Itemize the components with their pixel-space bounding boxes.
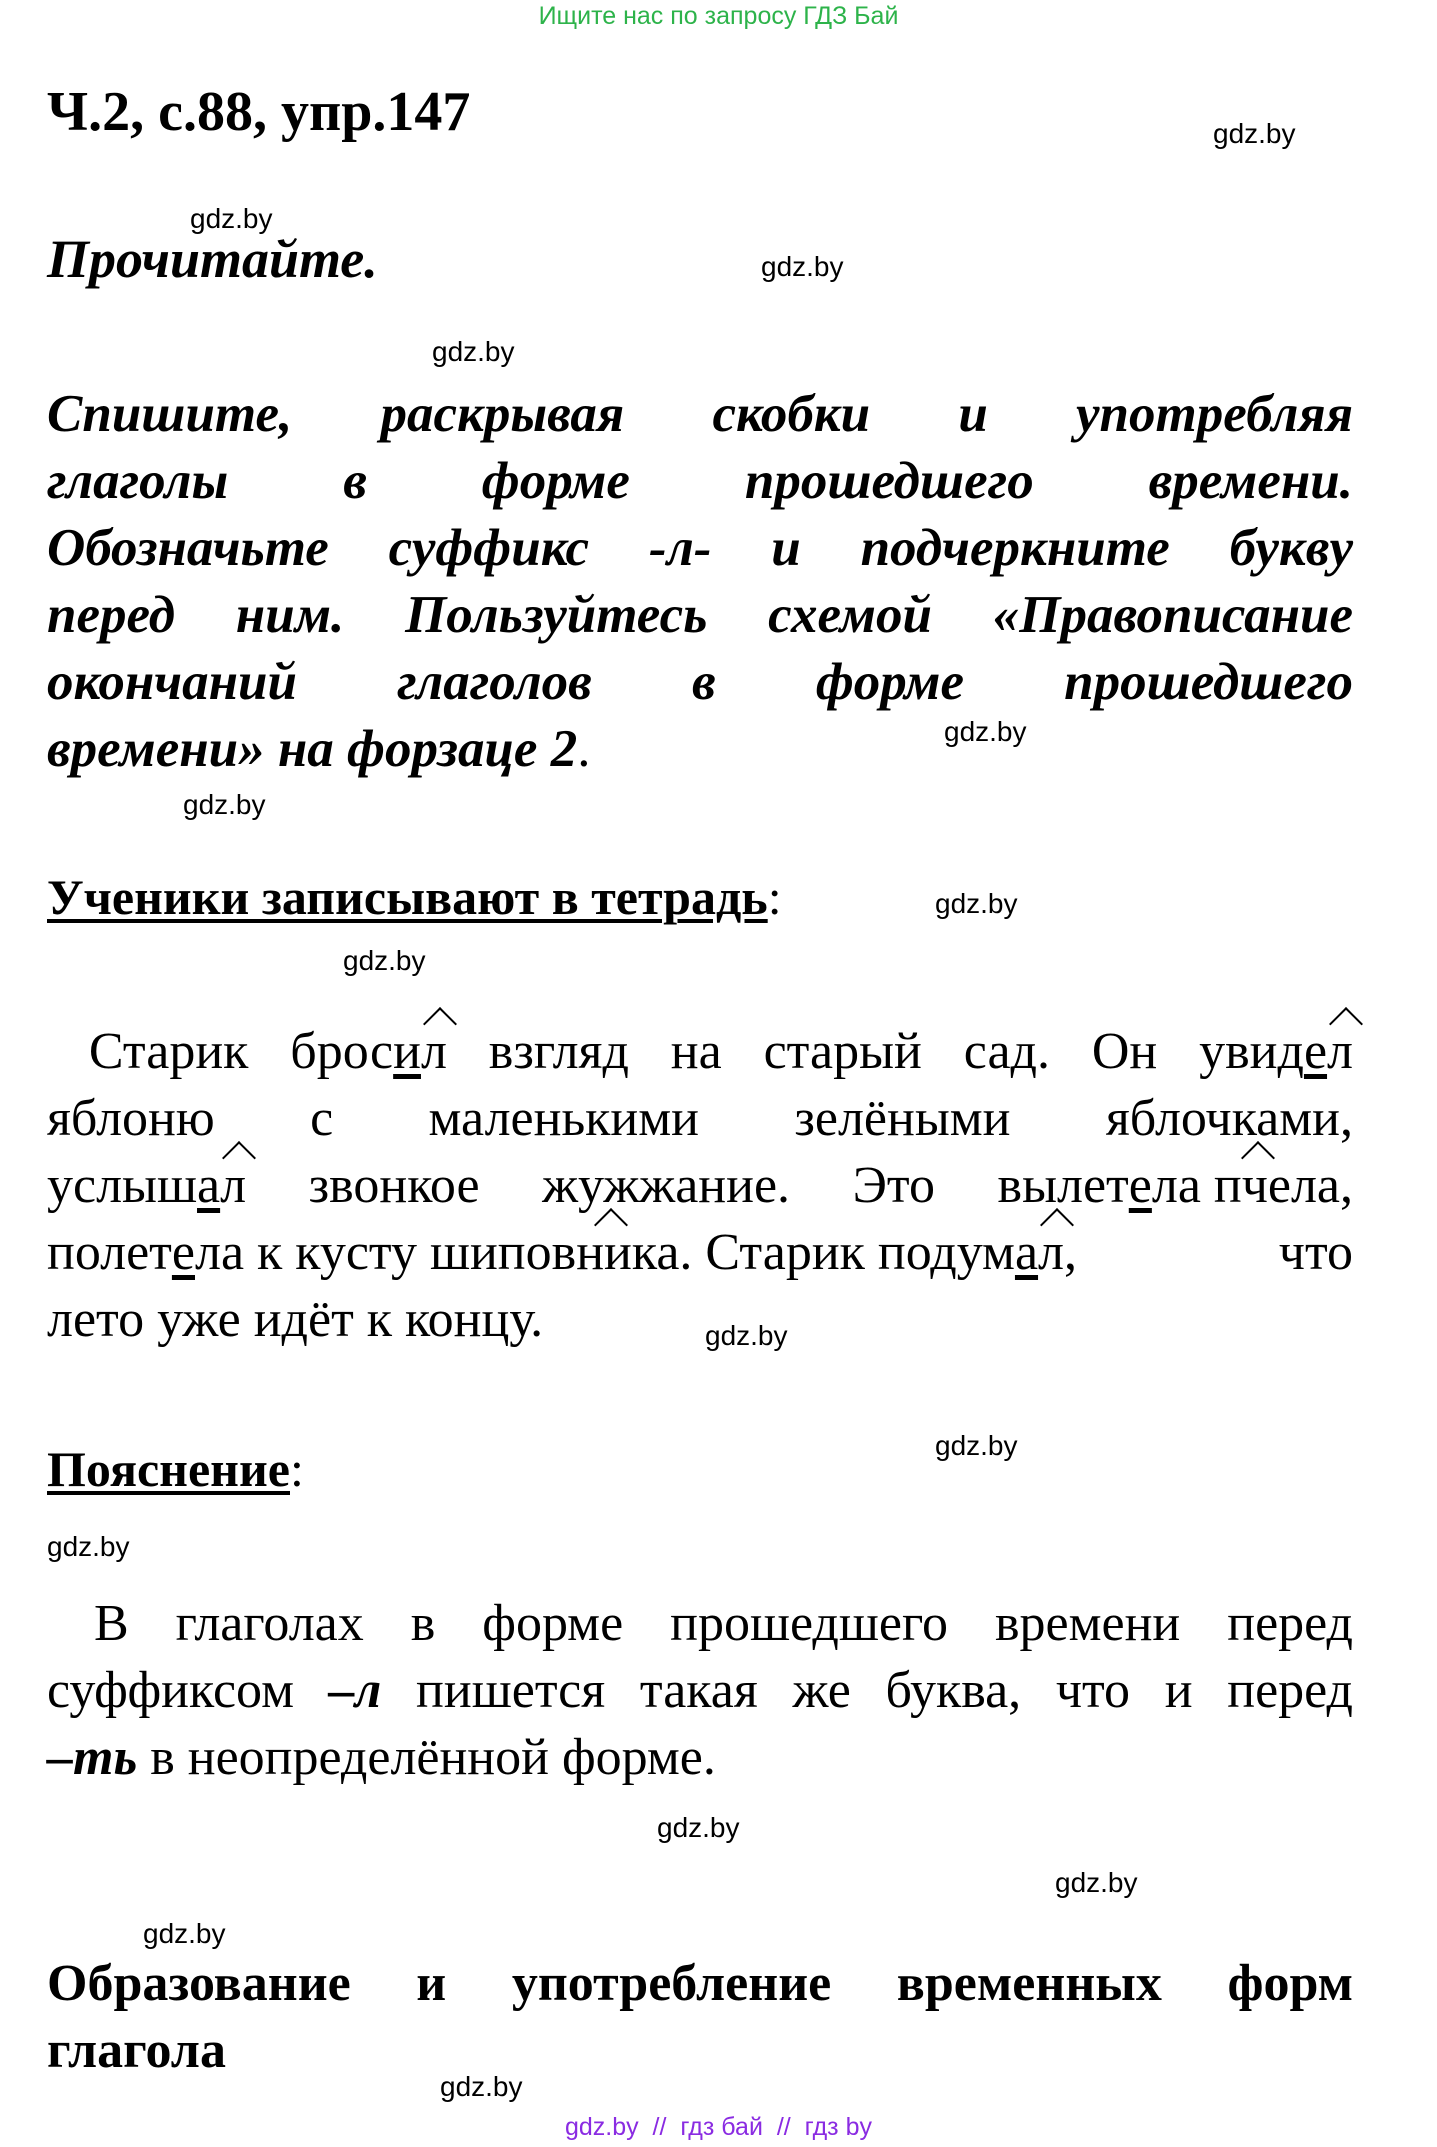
students-write-heading: Ученики записывают в тетрадь: (47, 869, 782, 925)
watermark: gdz.by (944, 716, 1027, 747)
watermark: gdz.by (935, 888, 1018, 919)
story-line: Старик бросил взгляд на старый сад. Он увидел (47, 1018, 1353, 1085)
footer-links[interactable]: gdz.by // гдз бай // гдз by (564, 2113, 872, 2141)
instructions (47, 381, 1353, 783)
explanation-heading: Пояснение: (47, 1441, 304, 1497)
story-line: яблоню с маленькими зелёными яблочками, (47, 1090, 1353, 1147)
instruction-line: глаголы в форме прошедшего времени. (47, 452, 1353, 510)
story-line: лето уже идёт к концу. (47, 1291, 544, 1348)
watermark: gdz.by (1055, 1867, 1138, 1898)
watermark: gdz.by (47, 1531, 130, 1562)
watermark: gdz.by (190, 203, 273, 234)
next-topic-heading: Образование и употребление временных форм глагола (47, 1955, 1353, 2079)
instruction-line: Обозначьте суффикс -л- и подчеркните букву (47, 519, 1353, 577)
watermark: gdz.by (343, 945, 426, 976)
explanation-text (47, 1590, 1353, 1791)
watermark: gdz.by (432, 336, 515, 367)
instruction-line: времени» на форзаце 2. (47, 720, 591, 778)
instruction-line: перед ним. Пользуйтесь схемой «Правописание (47, 586, 1353, 644)
instruction-line: Спишите, раскрывая скобки и употребляя (47, 385, 1353, 443)
watermark: gdz.by (657, 1812, 740, 1843)
explanation-line: В глаголах в форме прошедшего времени перед (93, 1595, 1353, 1652)
story-line: услышал звонкое жужжание. Это вылетела пчела, (47, 1152, 1353, 1219)
watermark: gdz.by (935, 1430, 1018, 1461)
story-text (47, 1018, 1353, 1353)
story-line: полетела к кусту шиповника. Старик подумал, что (47, 1219, 1353, 1286)
explanation-line: –ть в неопределённой форме. (47, 1729, 716, 1786)
instruction-line: окончаний глаголов в форме прошедшего (47, 653, 1353, 711)
watermark: gdz.by (1213, 118, 1296, 149)
top-search-link[interactable]: Ищите нас по запросу ГДЗ Бай (538, 2, 899, 30)
watermark: gdz.by (183, 789, 266, 820)
page-title: Ч.2, с.88, упр.147 (47, 81, 471, 143)
explanation-line: суффиксом –л пишется такая же буква, что и перед (47, 1662, 1353, 1719)
watermark: gdz.by (440, 2071, 523, 2102)
watermark: gdz.by (761, 251, 844, 282)
watermark: gdz.by (143, 1918, 226, 1949)
watermark: gdz.by (705, 1320, 788, 1351)
read-label: Прочитайте. (47, 229, 378, 289)
